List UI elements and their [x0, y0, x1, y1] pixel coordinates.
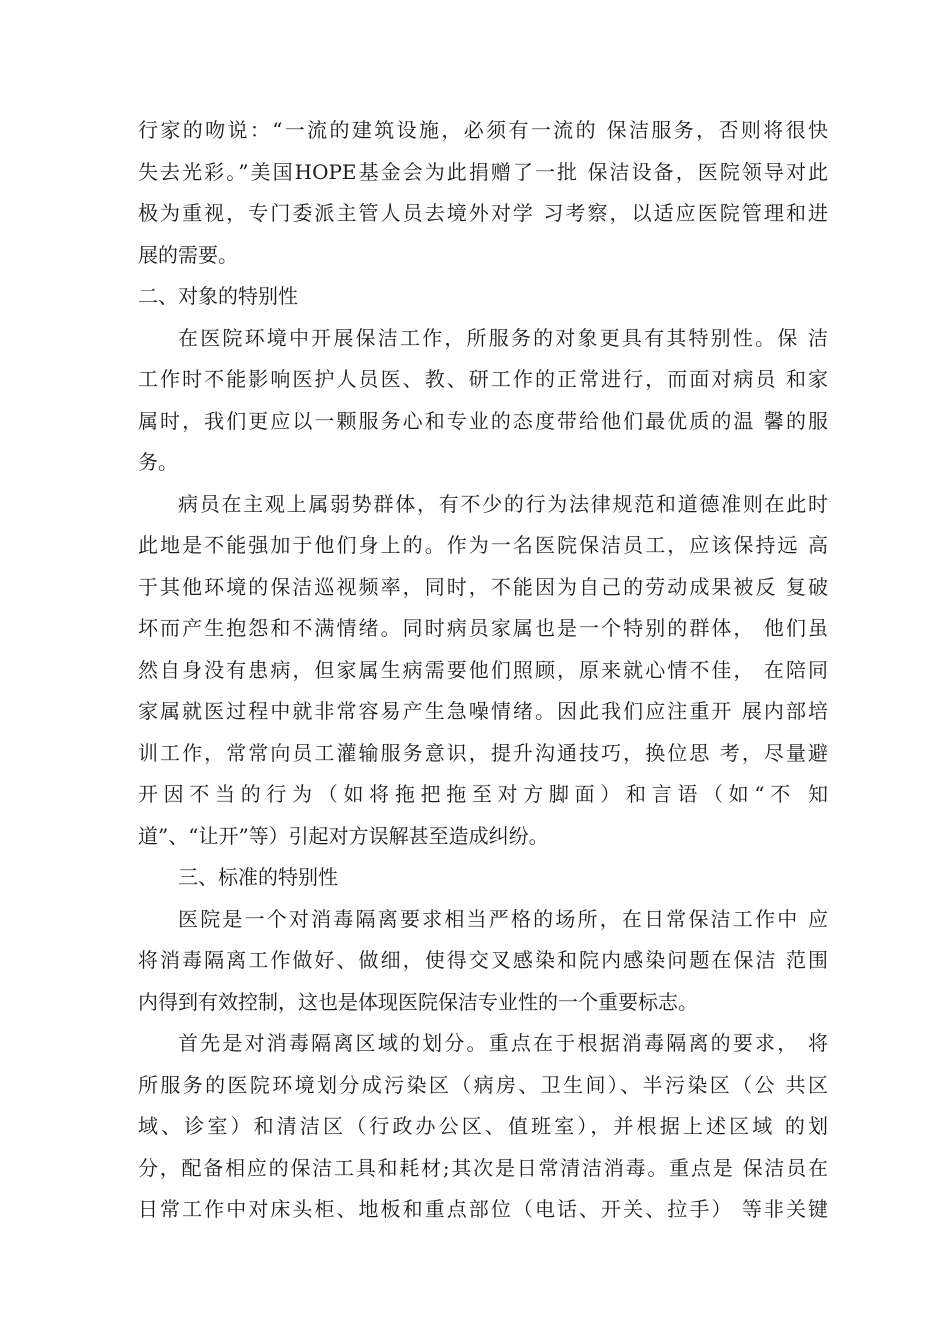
text-line: 失去光彩。”美国HOPE基金会为此捐赠了一批 保洁设备，医院领导对此 — [138, 159, 828, 184]
text-line: 然自身没有患病，但家属生病需要他们照顾，原来就心情不佳， 在陪同 — [138, 657, 828, 682]
section-heading: 三、标准的特别性 — [178, 865, 338, 889]
text-line: 病员在主观上属弱势群体，有不少的行为法律规范和道德准则在此时 — [178, 491, 828, 516]
text-line: 道”、“让开”等）引起对方误解甚至造成纠纷。 — [138, 823, 549, 848]
text-line: 务。 — [138, 450, 178, 474]
text-line: 医院是一个对消毒隔离要求相当严格的场所，在日常保洁工作中 应 — [178, 906, 828, 931]
text-line: 极为重视，专门委派主管人员去境外对学 习考察，以适应医院管理和进 — [138, 201, 828, 225]
document-body — [138, 110, 828, 1231]
text-line: 家属就医过程中就非常容易产生急噪情绪。因此我们应注重开 展内部培 — [138, 699, 828, 723]
text-line: 分，配备相应的保洁工具和耗材;其次是日常清洁消毒。重点是 保洁员在 — [138, 1155, 828, 1180]
section-heading: 二、对象的特别性 — [138, 284, 298, 308]
text-line: 域、诊室）和清洁区（行政办公区、值班室），并根据上述区域 的划 — [138, 1114, 828, 1138]
text-line: 行家的吻说：“一流的建筑设施，必须有一流的 保洁服务，否则将很快 — [138, 118, 828, 142]
text-line: 在医院环境中开展保洁工作，所服务的对象更具有其特别性。保 洁 — [178, 325, 828, 350]
text-line: 日常工作中对床头柜、地板和重点部位（电话、开关、拉手） 等非关键 — [138, 1197, 828, 1221]
text-line: 属时，我们更应以一颗服务心和专业的态度带给他们最优质的温 馨的服 — [138, 408, 828, 433]
text-line: 开因不当的行为（如将拖把拖至对方脚面）和言语（如“不 知 — [138, 782, 828, 806]
text-line: 此地是不能强加于他们身上的。作为一名医院保洁员工，应该保持远 高 — [138, 533, 828, 557]
text-line: 坏而产生抱怨和不满情绪。同时病员家属也是一个特别的群体， 他们虽 — [138, 616, 828, 640]
text-line: 工作时不能影响医护人员医、教、研工作的正常进行，而面对病员 和家 — [138, 367, 828, 391]
text-line: 训工作，常常向员工灌输服务意识，提升沟通技巧，换位思 考，尽量避 — [138, 740, 828, 765]
text-line: 所服务的医院环境划分成污染区（病房、卫生间）、半污染区（公 共区 — [138, 1072, 828, 1097]
text-line: 内得到有效控制，这也是体现医院保洁专业性的一个重要标志。 — [138, 989, 698, 1014]
text-line: 首先是对消毒隔离区域的划分。重点在于根据消毒隔离的要求， 将 — [178, 1031, 828, 1055]
text-line: 将消毒隔离工作做好、做细，使得交叉感染和院内感染问题在保洁 范围 — [138, 948, 828, 972]
text-line: 展的需要。 — [138, 242, 238, 267]
text-line: 于其他环境的保洁巡视频率，同时，不能因为自己的劳动成果被反 复破 — [138, 574, 828, 599]
